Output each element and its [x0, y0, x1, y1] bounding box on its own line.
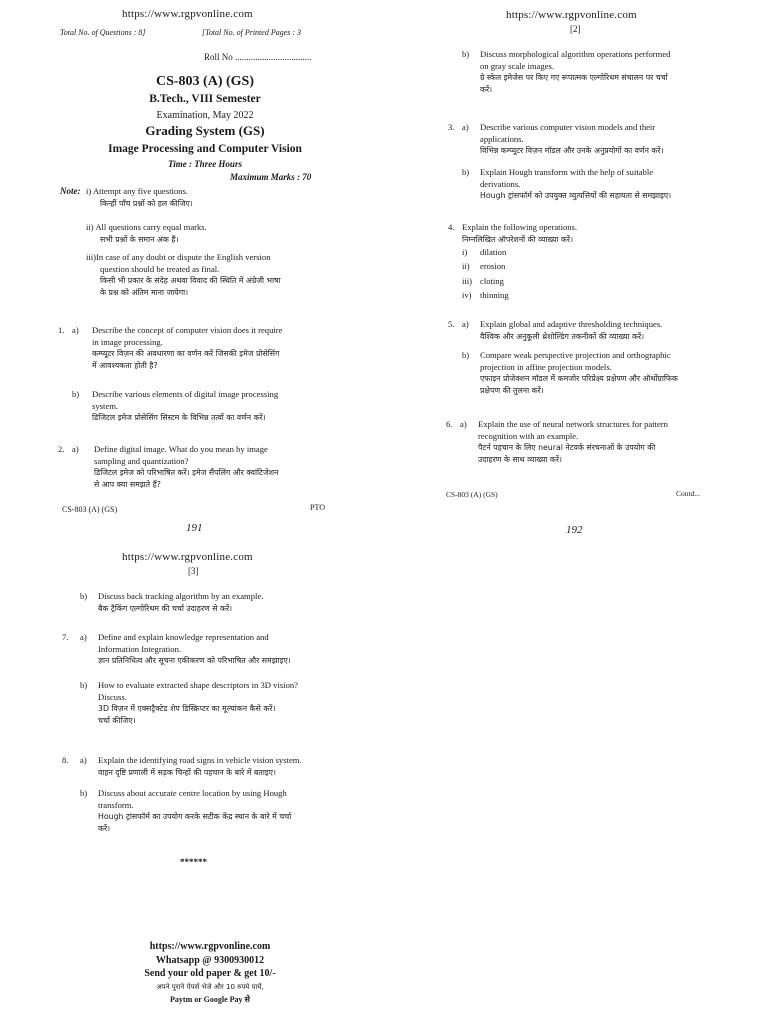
- q3b-hi: Hough ट्रांसफॉर्म को उपयुक्त व्युत्पत्तियों की सहायता से समझाइए।: [480, 191, 672, 200]
- q3a-text: [480, 122, 716, 157]
- q2b-hi2: करें।: [480, 85, 493, 94]
- q1a-en1: Describe the concept of computer vision does it require: [92, 325, 283, 335]
- pto: PTO: [310, 503, 325, 512]
- q2a-hi1: डिजिटल इमेज को परिभाषित करें। इमेज सैंपलिंग और क्वांटिजेशन: [94, 468, 279, 477]
- end-stars: ******: [180, 857, 207, 867]
- q7-num: 7.: [62, 632, 69, 642]
- q4-item-3-text: cloting: [480, 275, 504, 286]
- footer-pay: Paytm or Google Pay से: [170, 994, 250, 1004]
- contd: Contd...: [676, 489, 700, 498]
- q8b-text: [98, 788, 343, 835]
- total-pages: [Total No. of Printed Pages : 3: [202, 28, 302, 37]
- handwritten-page-2: 192: [566, 524, 583, 536]
- q6a-hi1: पैटर्न पहचान के लिए neural नेटवर्क संरचनाओं के उपयोग की: [478, 443, 656, 452]
- q2a-label: a): [72, 444, 79, 454]
- page2-number: [2]: [570, 24, 581, 34]
- note-2-hi: सभी प्रश्नों के समान अंक हैं।: [100, 234, 179, 244]
- page3-number: [3]: [188, 566, 199, 576]
- q7a-hi: ज्ञान प्रतिनिधित्व और सूचना एकीकरण को परिभाषित और समझाइए।: [98, 656, 291, 665]
- q8b-en1: Discuss about accurate centre location by using Hough: [98, 788, 287, 798]
- q2a-hi2: से आप क्या समझते हैं?: [94, 480, 161, 489]
- q2b-en1: Discuss morphological algorithm operations performed: [480, 49, 671, 59]
- q2a-en1: Define digital image. What do you mean by image: [94, 444, 268, 454]
- max-marks: Maximum Marks : 70: [230, 172, 312, 182]
- q3-num: 3.: [448, 122, 455, 132]
- q8a-en: Explain the identifying road signs in vehicle vision system.: [98, 755, 302, 765]
- q4-item-3: [462, 276, 712, 288]
- note-3-en2: question should be treated as final.: [100, 263, 220, 274]
- q3a-label: a): [462, 122, 469, 132]
- q1a-hi2: में आवश्यकता होती है?: [92, 361, 158, 370]
- promo-footer: [90, 940, 330, 1006]
- q5a-en: Explain global and adaptive thresholding techniques.: [480, 319, 663, 329]
- q3b-en1: Explain Hough transform with the help of suitable: [480, 167, 654, 177]
- note-3-num: iii): [86, 252, 97, 262]
- page3-url[interactable]: https://www.rgpvonline.com: [122, 551, 253, 563]
- q7a-text: [98, 632, 338, 667]
- q8b-en2: transform.: [98, 799, 134, 810]
- q1a-en2: in image processing.: [92, 336, 163, 347]
- q1b-en2: system.: [92, 400, 119, 411]
- q4-item-1-text: dilation: [480, 246, 507, 257]
- q7b-label: b): [80, 680, 88, 690]
- q5-num: 5.: [448, 319, 455, 329]
- q8b-label: b): [80, 788, 88, 798]
- q1a-text: [92, 325, 362, 372]
- q2b-text: [480, 49, 716, 96]
- page2-url[interactable]: https://www.rgpvonline.com: [506, 9, 637, 21]
- q5b-label: b): [462, 350, 470, 360]
- q7b-en1: How to evaluate extracted shape descriptors in 3D vision?: [98, 680, 298, 690]
- note-2-en: All questions carry equal marks.: [95, 222, 207, 232]
- exam: Examination, May 2022: [156, 110, 254, 121]
- q5b-en1: Compare weak perspective projection and orthographic: [480, 350, 671, 360]
- q5b-hi1: एफाइन प्रोजेक्शन मॉडल में कमजोर परिप्रेक्ष्य प्रक्षेपण और ऑर्थोग्राफिक: [480, 374, 678, 383]
- q7b-hi2: चर्चा कीजिए।: [98, 716, 136, 725]
- note-1: [86, 186, 356, 210]
- q8-num: 8.: [62, 755, 69, 765]
- q6b-label: b): [80, 591, 88, 601]
- q1b-text: [92, 389, 362, 424]
- q3a-hi: विभिन्न कम्प्यूटर विज़न मॉडल और उनके अनुप्रयोगों का वर्णन करें।: [480, 146, 664, 155]
- handwritten-page-1: 191: [186, 522, 203, 534]
- note-1-hi: किन्हीं पाँच प्रश्नों को हल कीजिए।: [100, 198, 193, 208]
- footer-whatsapp: Whatsapp @ 9300930012: [155, 954, 265, 966]
- q2b-en2: on gray scale images.: [480, 60, 554, 71]
- q7a-en1: Define and explain knowledge representation and: [98, 632, 269, 642]
- q4-item-2-label: ii): [462, 261, 470, 271]
- page1-url[interactable]: https://www.rgpvonline.com: [122, 8, 253, 20]
- q1a-label: a): [72, 325, 79, 335]
- course: B.Tech., VIII Semester: [149, 93, 261, 105]
- page1-footer-code: CS-803 (A) (GS): [62, 505, 118, 514]
- q4-hi: निम्नलिखित ऑपरेशनों की व्याख्या करें।: [462, 234, 574, 244]
- q2b-label: b): [462, 49, 470, 59]
- q8b-hi1: Hough ट्रांसफॉर्म का उपयोग करके सटीक केंद्र स्थान के बारे में चर्चा: [98, 812, 292, 821]
- q4-item-4-label: iv): [462, 290, 472, 300]
- q6b-text: [98, 591, 338, 615]
- q5b-text: [480, 350, 720, 397]
- q8b-hi2: करें।: [98, 824, 111, 833]
- q1b-hi: डिजिटल इमेज प्रोसेसिंग सिस्टम के विभिन्न तत्वों का वर्णन करें।: [92, 413, 266, 422]
- q2-num: 2.: [58, 444, 65, 454]
- note-2-num: ii): [86, 222, 94, 232]
- subject: Image Processing and Computer Vision: [108, 143, 302, 155]
- note-1-en: Attempt any five questions.: [92, 186, 188, 196]
- q8a-text: [98, 755, 343, 779]
- q4-item-2-text: erosion: [480, 261, 506, 271]
- q2b-hi1: ग्रे स्केल इमेजेस पर किए गए रूपात्मक एल्गोरिथम संचालन पर चर्चा: [480, 73, 668, 82]
- q4-item-2: [462, 261, 712, 273]
- note-2: [86, 222, 356, 246]
- q6a-en2: recognition with an example.: [478, 430, 579, 441]
- note-3-hi1: किसी भी प्रकार के संदेह अथवा विवाद की स्थिति में अंग्रेजी भाषा: [100, 276, 281, 285]
- q6a-en1: Explain the use of neural network structures for pattern: [478, 419, 668, 429]
- footer-url[interactable]: https://www.rgpvonline.com: [149, 941, 271, 952]
- q4-item-4-text: thinning: [480, 290, 509, 300]
- q1b-label: b): [72, 389, 80, 399]
- q6a-hi2: उदाहरण के साथ व्याख्या करें।: [478, 455, 563, 464]
- grading-system: Grading System (GS): [145, 123, 265, 138]
- total-questions: Total No. of Questions : 8]: [60, 28, 146, 37]
- q6-num: 6.: [446, 419, 453, 429]
- q4-num: 4.: [448, 222, 455, 232]
- footer-offer: Send your old paper & get 10/-: [144, 968, 276, 979]
- q3b-label: b): [462, 167, 470, 177]
- q3a-en2: applications.: [480, 133, 524, 144]
- q6b-hi: बैक ट्रैकिंग एल्गोरिथम की चर्चा उदाहरण से करें।: [98, 603, 233, 613]
- page2-footer-code: CS-803 (A) (GS): [446, 490, 498, 499]
- note-1-num: i): [86, 186, 92, 196]
- footer-hindi: अपने पुराने पेपर्स भेजे और 10 रुपये पायें,: [156, 982, 264, 991]
- q4-item-4: [462, 290, 712, 302]
- q3a-en1: Describe various computer vision models and their: [480, 122, 656, 132]
- q7a-en2: Information Integration.: [98, 643, 182, 654]
- q4-item-1: [462, 247, 712, 259]
- q7b-hi1: 3D विज़न में एक्सट्रैक्टेड शेप डिस्क्रिप्टर का मूल्यांकन कैसे करें।: [98, 704, 276, 713]
- q5a-text: [480, 319, 720, 343]
- q6a-text: [478, 419, 718, 466]
- q7b-text: [98, 680, 338, 727]
- paper-code: CS-803 (A) (GS): [156, 74, 254, 89]
- q6a-label: a): [460, 419, 467, 429]
- q1a-hi1: कम्प्यूटर विज़न की अवधारणा का वर्णन करें जिसकी इमेज प्रोसेसिंग: [92, 349, 280, 358]
- q5b-hi2: प्रक्षेपण की तुलना करें।: [480, 386, 544, 395]
- q8a-label: a): [80, 755, 87, 765]
- q2a-text: [94, 444, 364, 491]
- q1-num: 1.: [58, 325, 65, 335]
- q5a-label: a): [462, 319, 469, 329]
- q4-item-1-label: i): [462, 246, 468, 257]
- q4-item-3-label: iii): [462, 275, 473, 286]
- q5a-hi: वैश्विक और अनुकूली थ्रेशोल्डिंग तकनीकों की व्याख्या करें।: [480, 331, 645, 341]
- q4-text: [462, 222, 712, 302]
- q8a-hi: वाहन दृष्टि प्रणाली में सड़क चिन्हों की पहचान के बारे में बताइए।: [98, 767, 276, 777]
- q2a-en2: sampling and quantization?: [94, 455, 189, 466]
- note-3-en1: In case of any doubt or dispute the English version: [96, 252, 271, 262]
- q7a-label: a): [80, 632, 87, 642]
- q6b-en: Discuss back tracking algorithm by an example.: [98, 591, 264, 601]
- q4-en: Explain the following operations.: [462, 222, 578, 232]
- note-3-hi2: के प्रश्न को अंतिम माना जायेगा।: [100, 288, 189, 297]
- time: Time : Three Hours: [168, 159, 242, 169]
- q1b-en1: Describe various elements of digital image processing: [92, 389, 279, 399]
- q7b-en2: Discuss.: [98, 691, 127, 702]
- roll-no: Roll No ..................................: [204, 52, 312, 62]
- note-label: Note:: [60, 186, 81, 196]
- q3b-en2: derivations.: [480, 178, 521, 189]
- q5b-en2: projection in affine projection models.: [480, 361, 612, 372]
- q3b-text: [480, 167, 716, 202]
- note-3: [86, 252, 366, 299]
